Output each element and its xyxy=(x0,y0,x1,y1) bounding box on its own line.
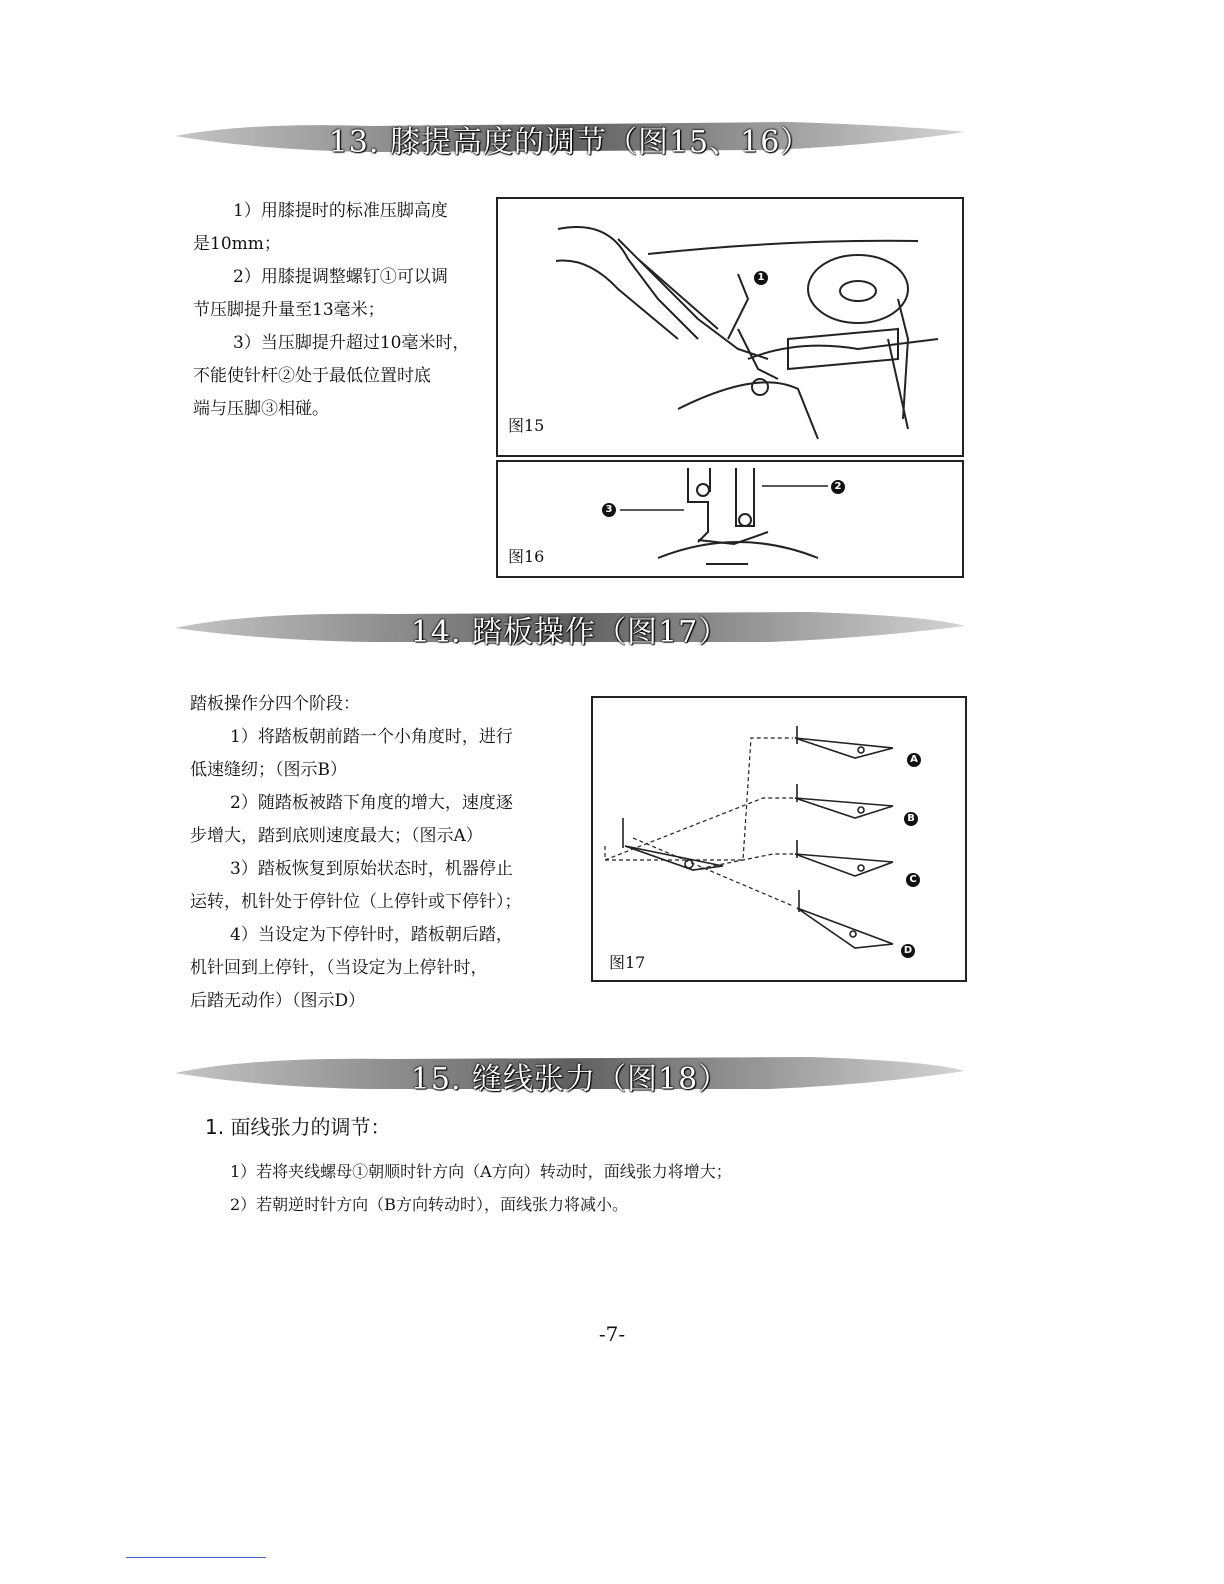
figure-15-illustration xyxy=(498,199,962,455)
paragraph-line: 机针回到上停针，（当设定为上停针时， xyxy=(190,958,488,978)
marker-2: 2 xyxy=(831,480,845,494)
paragraph-line: 不能使针杆②处于最低位置时底 xyxy=(193,366,431,386)
paragraph-line: 端与压脚③相碰。 xyxy=(193,399,329,419)
paragraph-line: 后踏无动作）（图示D） xyxy=(190,991,366,1011)
section-13-title: 13. 膝提高度的调节（图15、16） xyxy=(328,125,812,160)
paragraph-line: 2）若朝逆时针方向（B方向转动时），面线张力将减小。 xyxy=(230,1195,628,1214)
paragraph-line: 低速缝纫；（图示B） xyxy=(190,760,347,780)
section-13-text xyxy=(193,195,469,426)
section-15-title: 15. 缝线张力（图18） xyxy=(410,1062,730,1097)
thread-tension-subheading: 1. 面线张力的调节： xyxy=(205,1115,391,1139)
marker-a: A xyxy=(907,753,921,767)
paragraph-line: 2）随踏板被踏下角度的增大，速度逐 xyxy=(230,793,513,813)
paragraph-line: 3）踏板恢复到原始状态时，机器停止 xyxy=(230,859,513,879)
figure-16-illustration xyxy=(498,462,962,576)
section-14-text xyxy=(190,688,522,1018)
divider-line xyxy=(126,1557,266,1558)
paragraph-line: 运转，机针处于停针位（上停针或下停针）； xyxy=(190,892,522,912)
section-15-text xyxy=(230,1155,732,1221)
section-14-title: 14. 踏板操作（图17） xyxy=(410,615,730,650)
paragraph-line: 是10mm； xyxy=(193,234,281,254)
paragraph-line: 4）当设定为下停针时，踏板朝后踏， xyxy=(230,925,513,945)
paragraph-line: 1）将踏板朝前踏一个小角度时，进行 xyxy=(230,727,513,747)
section-13-banner xyxy=(170,112,970,158)
paragraph-line: 1）若将夹线螺母①朝顺时针方向（A方向）转动时，面线张力将增大； xyxy=(230,1162,732,1181)
section-14-banner xyxy=(170,602,970,648)
figure-17-illustration xyxy=(593,698,965,980)
paragraph-line: 1）用膝提时的标准压脚高度 xyxy=(233,201,448,221)
figure-15 xyxy=(496,197,964,457)
paragraph-line: 2）用膝提调整螺钉①可以调 xyxy=(233,267,448,287)
paragraph-line: 踏板操作分四个阶段： xyxy=(190,694,360,714)
marker-3: 3 xyxy=(602,503,616,517)
paragraph-line: 3）当压脚提升超过10毫米时， xyxy=(233,333,470,353)
figure-16-label: 图16 xyxy=(508,547,545,566)
marker-c: C xyxy=(906,873,920,887)
figure-15-label: 图15 xyxy=(508,416,545,435)
marker-1: 1 xyxy=(754,271,768,285)
page-number: -7- xyxy=(598,1322,626,1346)
figure-16 xyxy=(496,460,964,578)
figure-17 xyxy=(591,696,967,982)
marker-d: D xyxy=(901,944,915,958)
paragraph-line: 节压脚提升量至13毫米； xyxy=(193,300,385,320)
section-15-banner xyxy=(170,1049,970,1095)
figure-17-label: 图17 xyxy=(609,953,646,972)
paragraph-line: 步增大，踏到底则速度最大；（图示A） xyxy=(190,826,483,846)
marker-b: B xyxy=(904,812,918,826)
